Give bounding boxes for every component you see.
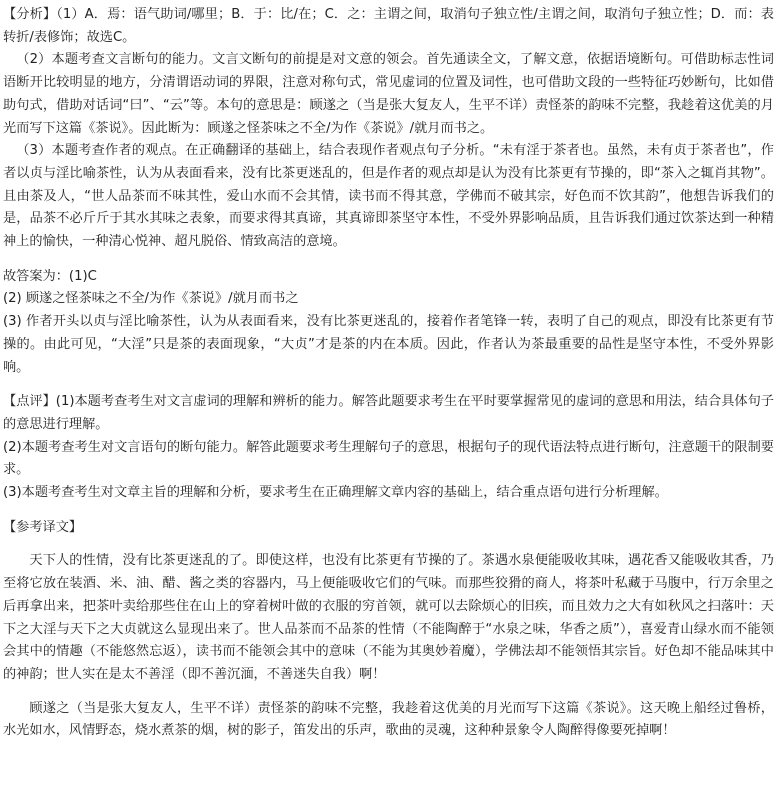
- answer-section: [3, 266, 774, 380]
- translation-heading: 【参考译文】: [3, 519, 83, 535]
- review-2: (2)本题考查考生对文言语句的断句能力。解答此题要求考生理解句子的意思，根据句子的现代语法特点进行断句，注意题干的限制要求。: [3, 439, 774, 478]
- analysis-section: [3, 4, 774, 254]
- answer-heading: 故答案为：(1)C: [3, 268, 97, 284]
- translation-section: [3, 517, 774, 743]
- analysis-part-3: （3）本题考查作者的观点。在正确翻译的基础上，结合表现作者观点句子分析。“未有淫于茶者也。虽然，未有贞于茶者也”，作者以贞与淫比喻茶性，认为从表面看来，没有比茶更迷乱的，但是作者的观点却是认为没有比茶更有节操的，即“茶入之辄肖其物”。且由茶及人，“世人品茶而不味其性，爱山水而不会其情，读书而不得其意，学佛而不破其宗，好色而不饮其韵”，他想告诉我们的是，品茶不必斤斤于其水其味之表象，而要求得其真谛，其真谛即茶坚守本性，不受外界影响品质，且告诉我们通过饮茶达到一种精神上的愉快，一种清心悦神、超凡脱俗、情致高洁的意境。: [3, 143, 774, 250]
- review-1: 【点评】(1)本题考查考生对文言虚词的理解和辨析的能力。解答此题要求考生在平时要掌握常见的虚词的意思和用法，结合具体句子的意思进行理解。: [3, 394, 774, 432]
- review-section: [3, 391, 774, 505]
- translation-paragraph-1: 天下人的性情，没有比茶更迷乱的了。即使这样，也没有比茶更有节操的了。茶遇水泉便能吸收其味，遇花香又能吸收其香，乃至将它放在装酒、米、油、醋、酱之类的容器内，马上便能吸收它们的气味。而那些狡猾的商人，将茶叶私藏于马腹中，行万余里之后再拿出来，把茶叶卖给那些住在山上的穿着树叶做的衣服的穷首领，就可以去除烦心的旧疾，而且效力之大有如秋风之扫落叶：天下之大淫与天下之大贞就这么显现出来了。世人品茶而不品茶的性情（不能陶醉于“水泉之味，华香之质”），喜爱青山绿水而不能领会其中的情趣（不能悠然忘返），读书而不能领会其中的意味（不能为其奥妙着魔），学佛法却不能领悟其宗旨。好色却不能品味其中的神韵；世人实在是太不善淫（即不善沉湎，不善迷失自我）啊！: [3, 553, 774, 682]
- review-3: (3)本题考查考生对文章主旨的理解和分析，要求考生在正确理解文章内容的基础上，结合重点语句进行分析理解。: [3, 485, 668, 501]
- answer-2: (2) 顾遂之怪茶味之不全/为作《茶说》/就月而书之: [3, 291, 299, 307]
- analysis-part-1: 【分析】（1）A．焉：语气助词/哪里；B．于：比/在；C．之：主谓之间，取消句子独立性/主谓之间，取消句子独立性；D．而：表转折/表修饰；故选C。: [3, 7, 774, 45]
- answer-3: (3) 作者开头以贞与淫比喻茶性，认为从表面看来，没有比茶更迷乱的，接着作者笔锋一转，表明了自己的观点，即没有比茶更有节操的。由此可见，“大淫”只是茶的表面现象，“大贞”才是茶的内在本质。因此，作者认为茶最重要的品性是坚守本性，不受外界影响。: [3, 314, 774, 375]
- translation-paragraph-2: 顾遂之（当是张大复友人，生平不详）责怪茶的韵味不完整，我趁着这优美的月光而写下这篇《茶说》。这天晚上船经过鲁桥，水光如水，风情野态，烧水煮茶的烟，树的影子，笛发出的乐声，歌曲的灵魂，这种种景象令人陶醉得像要死掉啊！: [3, 700, 774, 739]
- analysis-part-2: （2）本题考查文言断句的能力。文言文断句的前提是对文意的领会。首先通读全文，了解文意，依据语境断句。可借助标志性词语断开比较明显的地方，分清谓语动词的界限，注意对称句式，常见虚词的位置及词性，也可借助文段的一些特征巧妙断句，比如借助句式，借助对话词“曰”、“云”等。本句的意思是：顾遂之（当是张大复友人，生平不详）责怪茶的韵味不完整，我趁着这优美的月光而写下这篇《茶说》。因此断为：顾遂之怪茶味之不全/为作《茶说》/就月而书之。: [3, 52, 774, 136]
